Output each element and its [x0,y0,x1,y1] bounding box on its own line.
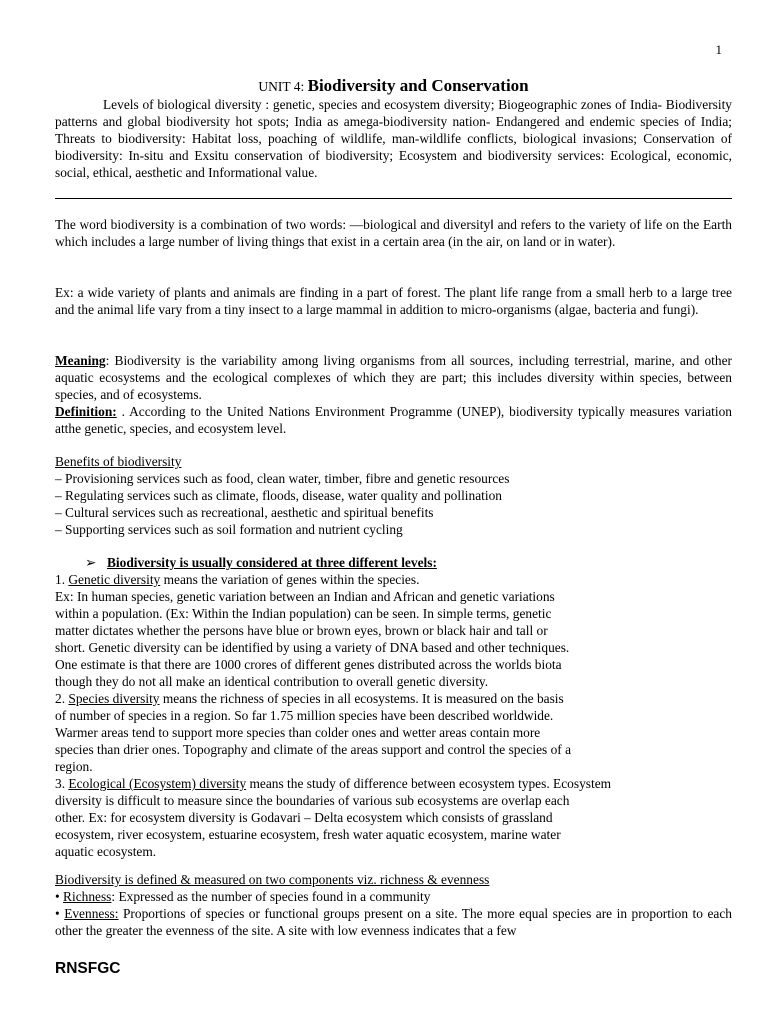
text-line: matter dictates whether the persons have blue or brown eyes, brown or black hair and tall or [55,623,548,638]
bullet: • [55,889,64,904]
text-line: Warmer areas tend to support more species than colder ones and wetter areas contain more [55,725,541,740]
text-line: of number of species in a region. So far 1.75 million species have been described worldwide. [55,708,554,723]
bullet: • [55,906,65,921]
para-example [55,284,732,318]
measure-section [55,871,732,939]
richness-term: Richness [63,889,112,904]
definition-label: Definition: [55,404,117,419]
levels-section [55,554,732,860]
text-line: aquatic ecosystem. [55,844,157,859]
list-item: – Cultural services such as recreational, aesthetic and spiritual benefits [55,505,434,520]
item-number: 2. [55,691,69,706]
species-diversity-term: Species diversity [68,691,160,706]
para1-text: The word biodiversity is a combination of two words: ―biological and diversity‖ and refers to the variety of life on the Earth which includes a large number of living things that exist in a certain area (in the air, on land or in water). [55,217,732,249]
ecological-diversity-term: Ecological (Ecosystem) diversity [68,776,247,791]
meaning-label: Meaning [55,353,106,368]
text-line: region. [55,759,93,774]
intro-paragraph [55,96,732,181]
para2-text: Ex: a wide variety of plants and animals are finding in a part of forest. The plant life range from a small herb to a large tree and the animal life vary from a tiny insect to a large mammal in addition to micro-organisms (algae, bacteria and fungi). [55,285,732,317]
divider [55,198,732,199]
benefits-heading: Benefits of biodiversity [55,454,182,469]
intro-text: Levels of biological diversity : genetic, species and ecosystem diversity; Biogeographic zones of India- Biodiversity patterns and global biodiversity hot spots; India as amega-biodiversity nation- Endangered and endemic species of India; Threats to biodiversity: Habitat loss, poaching of wildlife, man-wildlife conflicts, biological invasions; Conservation of biodiversity: In-situ and Exsitu conservation of biodiversity; Ecosystem and biodiversity services: Ecological, economic, social, ethical, aesthetic and Informational value. [55,97,732,180]
text-line: within a population. (Ex: Within the Indian population) can be seen. In simple terms, genetic [55,606,552,621]
text-line: Ex: In human species, genetic variation between an Indian and African and genetic variations [55,589,555,604]
evenness-text: Proportions of species or functional groups present on a site. The more equal species are in proportion to each other the greater the evenness of the site. A site with low evenness indicates that a few [55,906,732,938]
arrow-bullet-icon: ➢ [85,555,97,570]
page-number: 1 [715,42,722,57]
title-prefix: UNIT 4: [258,79,308,94]
benefits-section [55,453,732,538]
genetic-diversity-term: Genetic diversity [68,572,161,587]
text-line: short. Genetic diversity can be identified by using a variety of DNA based and other techniques. [55,640,570,655]
list-item: – Supporting services such as soil formation and nutrient cycling [55,522,403,537]
text-line: species than drier ones. Topography and climate of the areas support and control the species of a [55,742,572,757]
item-number: 3. [55,776,69,791]
meaning-section [55,352,732,437]
list-item: – Provisioning services such as food, clean water, timber, fibre and genetic resources [55,471,510,486]
meaning-text: : Biodiversity is the variability among living organisms from all sources, including terrestrial, marine, and other aquatic ecosystems and the ecological complexes of which they are part; this includes diversity within species, between species, and of ecosystems. [55,353,732,402]
text-line: diversity is difficult to measure since the boundaries of various sub ecosystems are overlap each [55,793,570,808]
text-line: means the richness of species in all ecosystems. It is measured on the basis [159,691,564,706]
richness-text: : Expressed as the number of species found in a community [111,889,431,904]
list-item: – Regulating services such as climate, floods, disease, water quality and pollination [55,488,502,503]
text-line: One estimate is that there are 1000 crores of different genes distributed across the worlds biota [55,657,562,672]
text-line: though they do not all make an identical contribution to overall genetic diversity. [55,674,489,689]
page-title [55,76,732,96]
text-line: means the study of difference between ecosystem types. Ecosystem [246,776,612,791]
evenness-term: Evenness: [64,906,119,921]
text-line: other. Ex: for ecosystem diversity is Godavari – Delta ecosystem which consists of grassland [55,810,553,825]
item-number: 1. [55,572,69,587]
title-main: Biodiversity and Conservation [307,76,529,95]
definition-text: . According to the United Nations Environment Programme (UNEP), biodiversity typically measures variation atthe genetic, species, and ecosystem level. [55,404,732,436]
para-definition-word [55,216,732,250]
text-line: ecosystem, river ecosystem, estuarine ecosystem, fresh water aquatic ecosystem, marine water [55,827,561,842]
footer-label: RNSFGC [55,960,121,977]
levels-heading: Biodiversity is usually considered at three different levels: [107,555,437,570]
measure-heading: Biodiversity is defined & measured on two components viz. richness & evenness [55,872,490,887]
text-line: means the variation of genes within the species. [160,572,420,587]
